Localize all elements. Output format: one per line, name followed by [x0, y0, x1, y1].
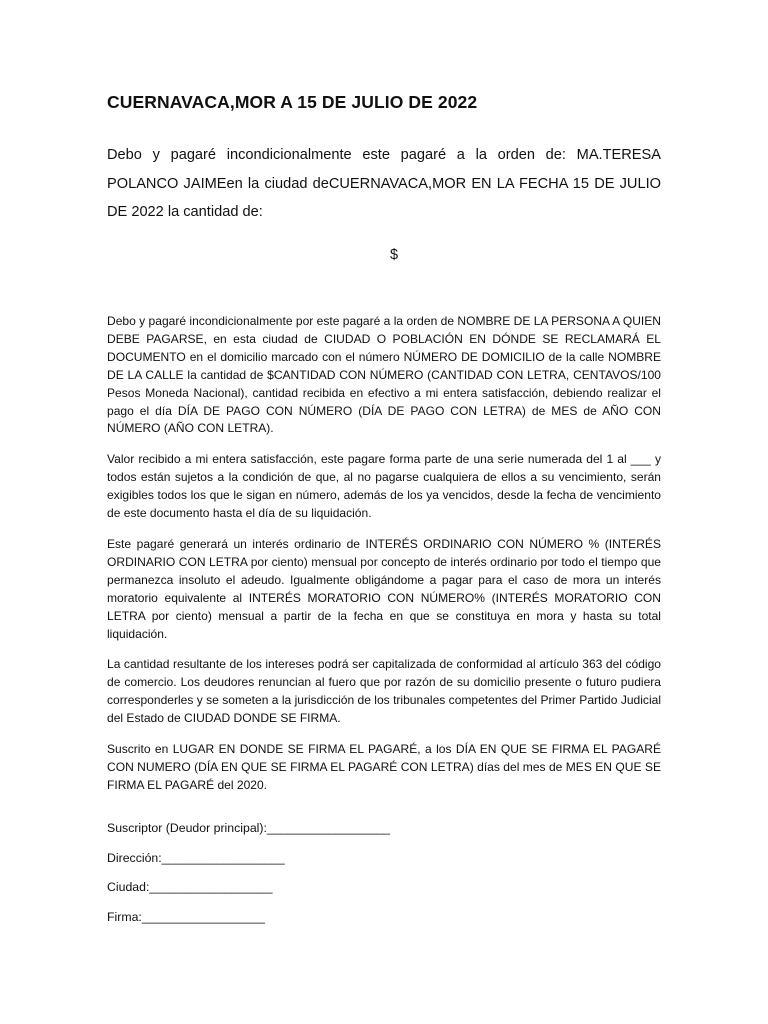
- field-firma: Firma:__________________: [107, 910, 265, 924]
- field-ciudad: Ciudad:__________________: [107, 880, 273, 894]
- field-direccion: Dirección:__________________: [107, 851, 285, 865]
- field-suscriptor: Suscriptor (Deudor principal):__________________: [107, 821, 391, 835]
- paragraph-obligation: Debo y pagaré incondicionalmente por este pagaré a la orden de NOMBRE DE LA PERSONA A QUIEN DEBE PAGARSE, en esta ciudad de CIUDAD O POBLACIÓN EN DÓNDE SE RECLAMARÁ EL DOCUMENTO en el domicilio marcado con el número NÚMERO DE DOMICILIO de la calle NOMBRE DE LA CALLE la cantidad de $CANTIDAD CON NÚMERO (CANTIDAD CON LETRA, CENTAVOS/100 Pesos Moneda Nacional), cantidad recibida en efectivo a mi entera satisfacción, debiendo realizar el pago el día DÍA DE PAGO CON NÚMERO (DÍA DE PAGO CON LETRA) de MES de AÑO CON NÚMERO (AÑO CON LETRA).: [107, 314, 661, 436]
- paragraph-interest: Este pagaré generará un interés ordinario de INTERÉS ORDINARIO CON NÚMERO % (INTERÉS ORDINARIO CON LETRA por ciento) mensual por concepto de interés ordinario por todo el tiempo que permanezca insoluto el adeudo. Igualmente obligándome a pagar para el caso de mora un interés moratorio equivalente al INTERÉS MORATORIO CON NÚMERO% (INTERÉS MORATORIO CON LETRA por ciento) mensual a partir de la fecha en que se constituya en mora y hasta su total liquidación.: [107, 536, 661, 641]
- paragraph-series: Valor recibido a mi entera satisfacción, este pagare forma parte de una serie numerada del 1 al ___ y todos están sujetos a la condición de que, al no pagarse cualquiera de ellos a su vencimiento, serán exigibles todos los que le sigan en número, además de los ya vencidos, desde la fecha de vencimiento de este documento hasta el día de su liquidación.: [107, 452, 661, 521]
- body-text: [107, 313, 661, 808]
- amount-symbol: $: [389, 247, 399, 263]
- intro-paragraph: Debo y pagaré incondicionalmente este pagaré a la orden de: MA.TERESA POLANCO JAIMEen la ciudad deCUERNAVACA,MOR EN LA FECHA 15 DE JULIO DE 2022 la cantidad de:: [107, 147, 661, 220]
- paragraph-signed: Suscrito en LUGAR EN DONDE SE FIRMA EL PAGARÉ, a los DÍA EN QUE SE FIRMA EL PAGARÉ CON NUMERO (DÍA EN QUE SE FIRMA EL PAGARÉ CON LETRA) días del mes de MES EN QUE SE FIRMA EL PAGARÉ del 2020.: [107, 742, 661, 792]
- document-title: CUERNAVACA,MOR A 15 DE JULIO DE 2022: [107, 92, 478, 112]
- paragraph-jurisdiction: La cantidad resultante de los intereses podrá ser capitalizada de conformidad al artículo 363 del código de comercio. Los deudores renuncian al fuero que por razón de su domicilio presente o futuro pudiera corresponderles y se someten a la jurisdicción de los tribunales competentes del Primer Partido Judicial del Estado de CIUDAD DONDE SE FIRMA.: [107, 657, 661, 726]
